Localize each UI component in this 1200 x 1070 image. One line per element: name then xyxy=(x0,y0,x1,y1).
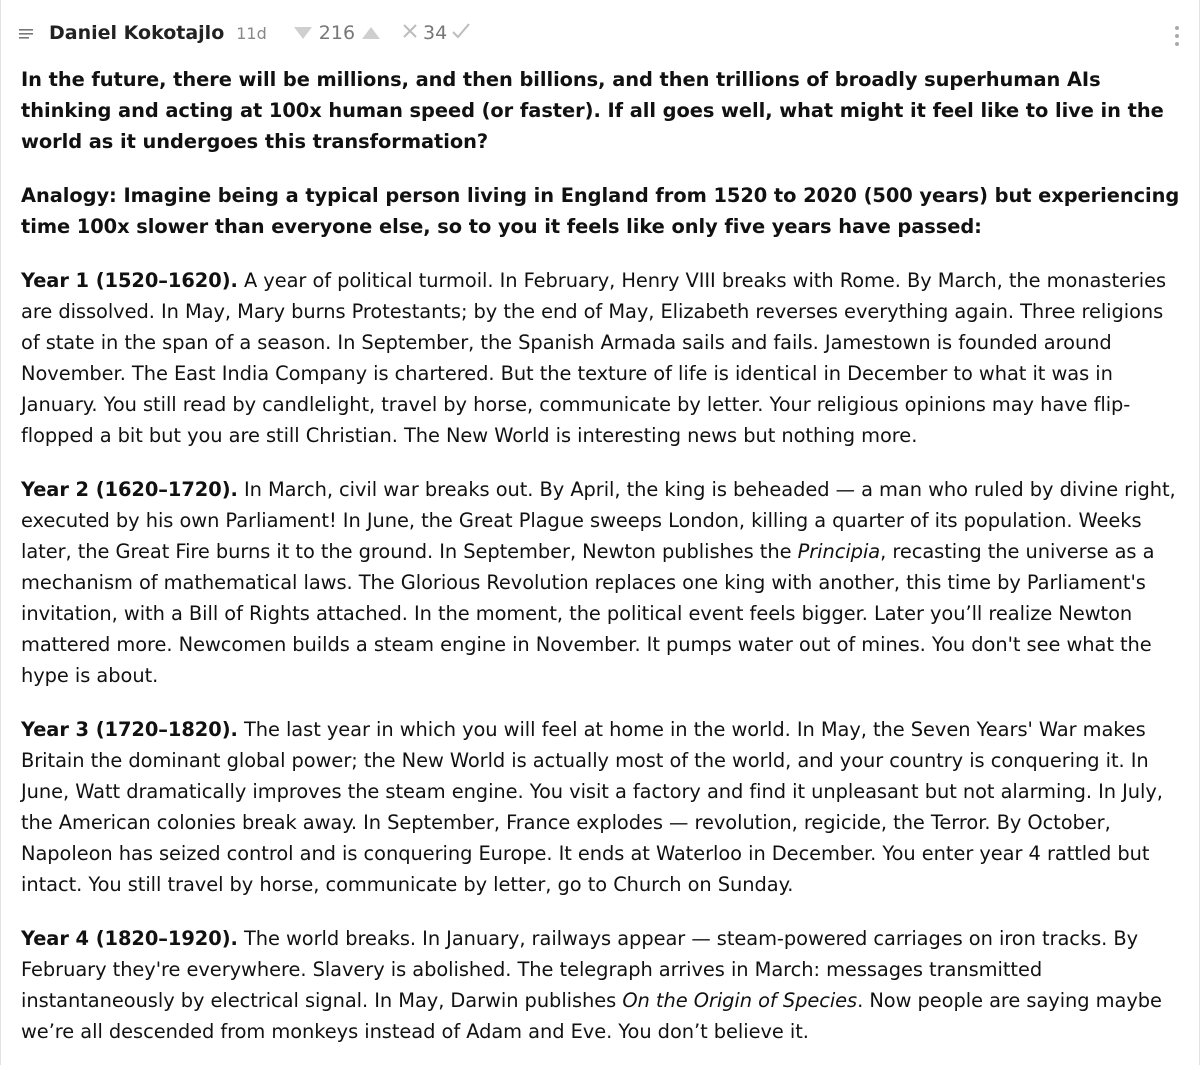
karma-vote xyxy=(293,22,381,44)
agreement-score: 34 xyxy=(423,22,448,44)
analogy-paragraph: Analogy: Imagine being a typical person living in England from 1520 to 2020 (500 years) but experiencing time 100x slower than everyone else, so to you it feels like only five years have passed: xyxy=(21,184,1180,238)
comment-header xyxy=(19,18,1181,48)
origin-of-species-title: On the Origin of Species xyxy=(622,989,858,1012)
comment-body xyxy=(21,64,1183,1070)
karma-score: 216 xyxy=(318,22,356,44)
year-4-paragraph xyxy=(21,923,1183,1047)
intro-paragraph: In the future, there will be millions, and then billions, and then trillions of broadly superhuman AIs thinking and acting at 100x human speed (or faster). If all goes well, what might it feel like to live in the world as it undergoes this transformation? xyxy=(21,68,1164,153)
year-4-text-end: . Now people are saying maybe we’re all descended from monkeys instead of Adam and Eve. You don’t believe it. xyxy=(21,989,1162,1043)
downvote-icon[interactable] xyxy=(293,26,313,40)
upvote-icon[interactable] xyxy=(361,26,381,40)
year-1-text: A year of political turmoil. In February, Henry VIII breaks with Rome. By March, the monasteries are dissolved. In May, Mary burns Protestants; by the end of May, Elizabeth reverses everything again. Three religions of state in the span of a season. In September, the Spanish Armada sails and fails. Jamestown is founded around November. The East India Company is chartered. But the texture of life is identical in December to what it was in January. You still read by candlelight, travel by horse, communicate by letter. Your religious opinions may have flip-flopped a bit but you are still Christian. The New World is interesting news but nothing more. xyxy=(21,269,1167,447)
year-2-text-start: In March, civil war breaks out. By April, the king is beheaded — a man who ruled by divine right, executed by his own Parliament! In June, the Great Plague sweeps London, killing a quarter of its population. Weeks later, the Great Fire burns it to the ground. In September, Newton publishes the xyxy=(21,478,1176,563)
year-4-text-start: The world breaks. In January, railways appear — steam-powered carriages on iron tracks. By February they're everywhere. Slavery is abolished. The telegraph arrives in March: messages transmitted instantaneously by electrical signal. In May, Darwin publishes xyxy=(21,927,1139,1012)
year-3-paragraph xyxy=(21,714,1183,900)
agreement-vote xyxy=(401,22,471,44)
year-1-heading: Year 1 (1520–1620). xyxy=(21,269,238,292)
author-name[interactable]: Daniel Kokotajlo xyxy=(49,22,225,44)
year-4-heading: Year 4 (1820–1920). xyxy=(21,927,238,950)
year-1-paragraph xyxy=(21,265,1183,451)
agree-icon[interactable] xyxy=(451,22,471,44)
year-2-text-end: , recasting the universe as a mechanism of mathematical laws. The Glorious Revolution replaces one king with another, this time by Parliament's invitation, with a Bill of Rights attached. In the moment, the political event feels bigger. Later you’ll realize Newton mattered more. Newcomen builds a steam engine in November. It pumps water out of mines. You don't see what the hype is about. xyxy=(21,540,1155,687)
year-3-heading: Year 3 (1720–1820). xyxy=(21,718,238,741)
vertical-dots-icon[interactable] xyxy=(1173,24,1181,52)
collapse-icon[interactable] xyxy=(19,26,35,40)
disagree-icon[interactable] xyxy=(401,22,419,44)
year-2-paragraph xyxy=(21,474,1183,691)
comment-age[interactable]: 11d xyxy=(236,23,267,43)
principia-title: Principia xyxy=(797,540,881,563)
year-3-text: The last year in which you will feel at home in the world. In May, the Seven Years' War makes Britain the dominant global power; the New World is actually most of the world, and your country is conquering it. In June, Watt dramatically improves the steam engine. You visit a factory and find it unpleasant but not alarming. In July, the American colonies break away. In September, France explodes — revolution, regicide, the Terror. By October, Napoleon has seized control and is conquering Europe. It ends at Waterloo in December. You enter year 4 rattled but intact. You still travel by horse, communicate by letter, go to Church on Sunday. xyxy=(21,718,1163,896)
year-2-heading: Year 2 (1620–1720). xyxy=(21,478,238,501)
